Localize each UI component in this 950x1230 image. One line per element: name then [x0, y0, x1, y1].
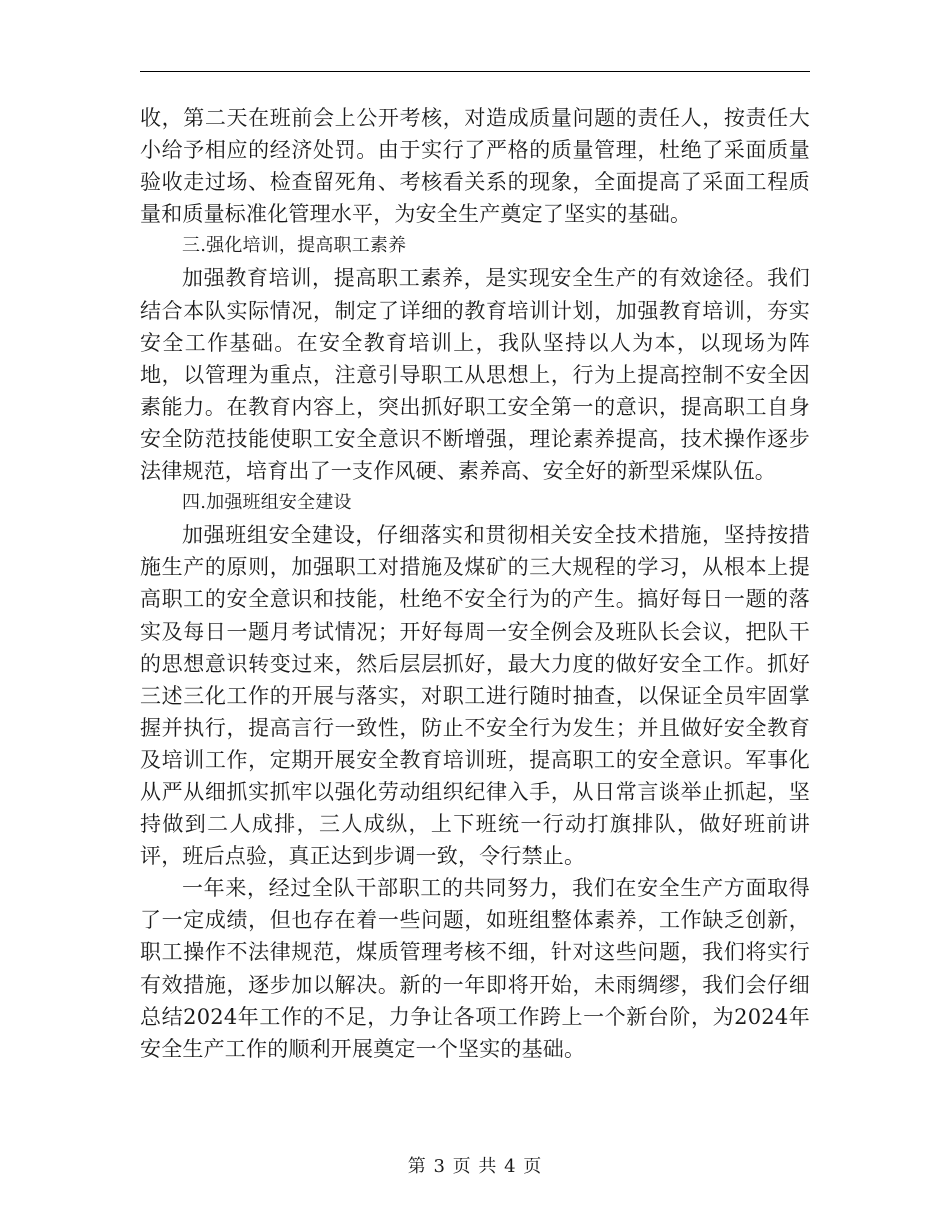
paragraph-quality-summary: 收，第二天在班前会上公开考核，对造成质量问题的责任人，按责任大小给予相应的经济处罚。由于实行了严格的质量管理，杜绝了采面质量验收走过场、检查留死角、考核看关系的现象，全面提高了采面工程质量和质量标准化管理水平，为安全生产奠定了坚实的基础。 — [140, 106, 810, 227]
paragraph-training: 加强教育培训，提高职工素养，是实现安全生产的有效途径。我们结合本队实际情况，制定了详细的教育培训计划，加强教育培训，夯实安全工作基础。在安全教育培训上，我队坚持以人为本，以现场为阵地，以管理为重点，注意引导职工从思想上，行为上提高控制不安全因素能力。在教育内容上，突出抓好职工安全第一的意识，提高职工自身安全防范技能使职工安全意识不断增强，理论素养提高，技术操作逐步法律规范，培育出了一支作风硬、素养高、安全好的新型采煤队伍。 — [140, 266, 810, 484]
paragraph-team-safety: 加强班组安全建设，仔细落实和贯彻相关安全技术措施，坚持按措施生产的原则，加强职工对措施及煤矿的三大规程的学习，从根本上提高职工的安全意识和技能，杜绝不安全行为的产生。搞好每日一题的落实及每日一题月考试情况；开好每周一安全例会及班队长会议，把队干的思想意识转变过来，然后层层抓好，最大力度的做好安全工作。抓好三述三化工作的开展与落实，对职工进行随时抽查，以保证全员牢固掌握并执行，提高言行一致性，防止不安全行为发生；并且做好安全教育及培训工作，定期开展安全教育培训班，提高职工的安全意识。军事化从严从细抓实抓牢以强化劳动组织纪律入手，从日常言谈举止抓起，坚持做到二人成排，三人成纵，上下班统一行动打旗排队，做好班前讲评，班后点验，真正达到步调一致，令行禁止。 — [140, 523, 810, 869]
header-rule — [140, 71, 810, 72]
paragraph-year-summary: 一年来，经过全队干部职工的共同努力，我们在安全生产方面取得了一定成绩，但也存在着一些问题，如班组整体素养，工作缺乏创新，职工操作不法律规范，煤质管理考核不细，针对这些问题，我们将实行有效措施，逐步加以解决。新的一年即将开始，未雨绸缪，我们会仔细总结2024年工作的不足，力争让各项工作跨上一个新台阶，为2024年安全生产工作的顺利开展奠定一个坚实的基础。 — [140, 876, 810, 1061]
section-heading-training: 三.强化培训，提高职工素养 — [182, 235, 407, 257]
section-heading-team-safety: 四.加强班组安全建设 — [182, 492, 352, 514]
document-body — [140, 102, 810, 1065]
page-number-footer: 第 3 页 共 4 页 — [407, 1156, 543, 1177]
